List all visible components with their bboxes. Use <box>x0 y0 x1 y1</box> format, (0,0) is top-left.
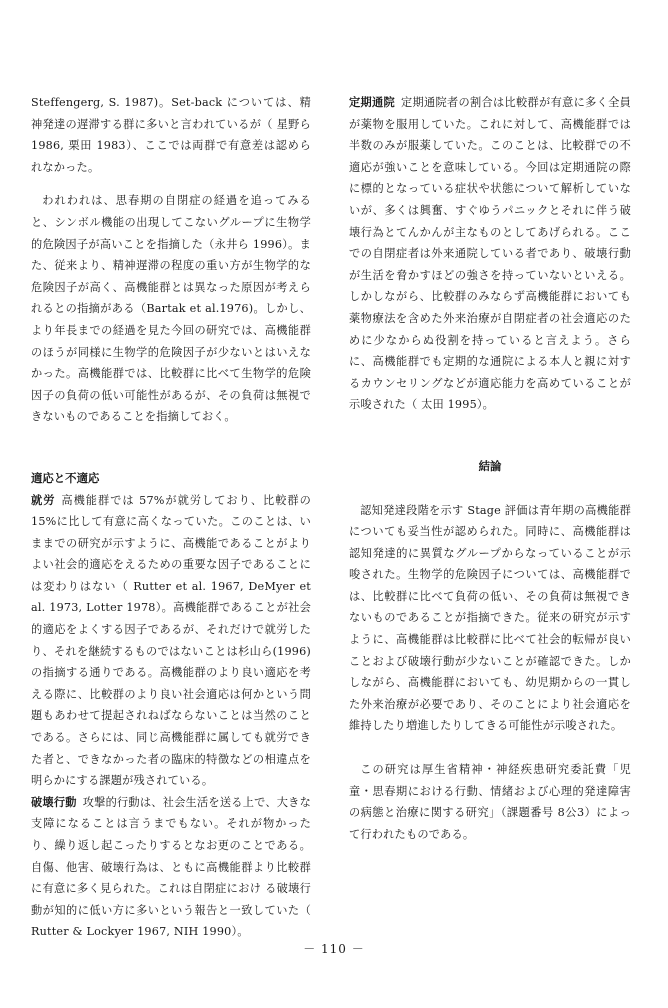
section-heading-adaptation: 適応と不適応 <box>31 470 100 485</box>
employment-text: 高機能群では 57%が就労しており、比較群の15%に比して有意に高くなっていた。このことは、いままでの研究が示すように、高機能であることがよりよい社会的適応をえるための重要な因子であることには変わりはない（ Rutter et al. 1967, DeMyer et al. 1973, Lotter 1978）。高機能群であることが社会的適応をよくする因子であるが、それだけで就労したり、それを継続するものではないことは杉山ら(1996)の指摘する通りである。高機能群のより良い適応を考える際に、比較群のより良い社会適応は何かという問題もあわせて提起されねばならないことは当然のことである。さらには、同じ高機能群に属しても就労できた者と、できなかった者の臨床的特徴などの相違点を明らかにする課題が残されている。 <box>31 493 311 788</box>
employment-label: 就労 <box>31 493 56 507</box>
destructive-text: 攻撃的行動は、社会生活を送る上で、大きな支障になることは言うまでもない。それが物かったり、繰り返し起こったりするとなお更のことである。自傷、他害、破壊行為は、ともに高機能群より比較群に有意に多く見られた。これは自閉症におけ る破壊行動が知的に低い方に多いという報告と一致していた（ Rutter & Lockyer 1967, NIH 1990）。 <box>31 795 311 939</box>
conclusion-heading: 結論 <box>478 458 502 473</box>
visit-text: 定期通院者の割合は比較群が有意に多く全員が薬物を服用していた。これに対して、高機能群では半数のみが服薬していた。このことは、比較群での不適応が強いことを意味している。今回は定期通院の際に標的となっている症状や状態について解析していないが、多くは興奮、すぐゆうパニックとそれに伴う破壊行為とてんかんが主なものとしてあげられる。ここでの自閉症者は外来通院している者であり、破壊行動が生活を脅かすほどの強さを持っていないといえる。しかしながら、比較群のみならず高機能群においても薬物療法を含めた外来治療が自閉症者の社会適応のために少なからぬ役割を持っていると言えよう。さらに、高機能群でも定期的な通院による本人と親に対するカウンセリングなどが適応能力を高めていることが示唆された（ 太田 1995）。 <box>349 96 631 412</box>
destructive-label: 破壊行動 <box>31 795 77 809</box>
paragraph-acknowledgement: この研究は厚生省精神・神経疾患研究委託費「児童・思春期における行動、情緒および心理的発達障害の病態と治療に関する研究」（課題番号 8公3）によって行われたものである。 <box>349 763 631 841</box>
visit-label: 定期通院 <box>349 96 396 109</box>
paragraph-employment <box>31 490 311 792</box>
paragraph-set-back: Steffengerg, S. 1987)。Set-back については、精神発達の遅滞する群に多いと言われているが（ 星野ら 1986, 栗田 1983）、ここでは両群で有意差は認められなかった。 <box>31 96 311 174</box>
paragraph-conclusion: 認知発達段階を示す Stage 評価は青年期の高機能群についても妥当性が認められた。同時に、高機能群は認知発達的に異質なグループからなっていることが示唆された。生物学的危険因子については、高機能群では、比較群に比べて負荷の低い、その負荷は無視できないものであることが指摘できた。従来の研究が示すように、高機能群は比較群に比べて社会的転帰が良いことおよび破壊行動が少ないことが確認できた。しかしながら、高機能群においても、幼児期からの一貫した外来治療が必要であり、そのことにより社会適応を維持したり増進したりしてきる可能性が示唆された。 <box>349 503 631 733</box>
left-column <box>31 92 311 943</box>
page-number: － 110 － <box>303 942 365 956</box>
right-column <box>349 92 631 845</box>
paragraph-biological-risk: われわれは、思春期の自閉症の経過を追ってみると、シンボル機能の出現してこないグループに生物学的危険因子が高いことを指摘した（永井ら 1996）。また、従来より、精神遅滞の程度の重い方が生物学的な危険因子が高く、高機能群とは異なった原因が考えられるとの指摘がある（Bartak et al.1976)。しかし、より年長までの経過を見た今回の研究では、高機能群のほうが同様に生物学的危険因子が少ないとはいえなかった。高機能群では、比較群に比べて生物学的危険因子の負荷の低い可能性があるが、その負荷は無視できないものであることを指摘しておく。 <box>31 194 311 424</box>
paragraph-destructive-behavior <box>31 792 311 943</box>
paragraph-regular-visits <box>349 92 631 416</box>
